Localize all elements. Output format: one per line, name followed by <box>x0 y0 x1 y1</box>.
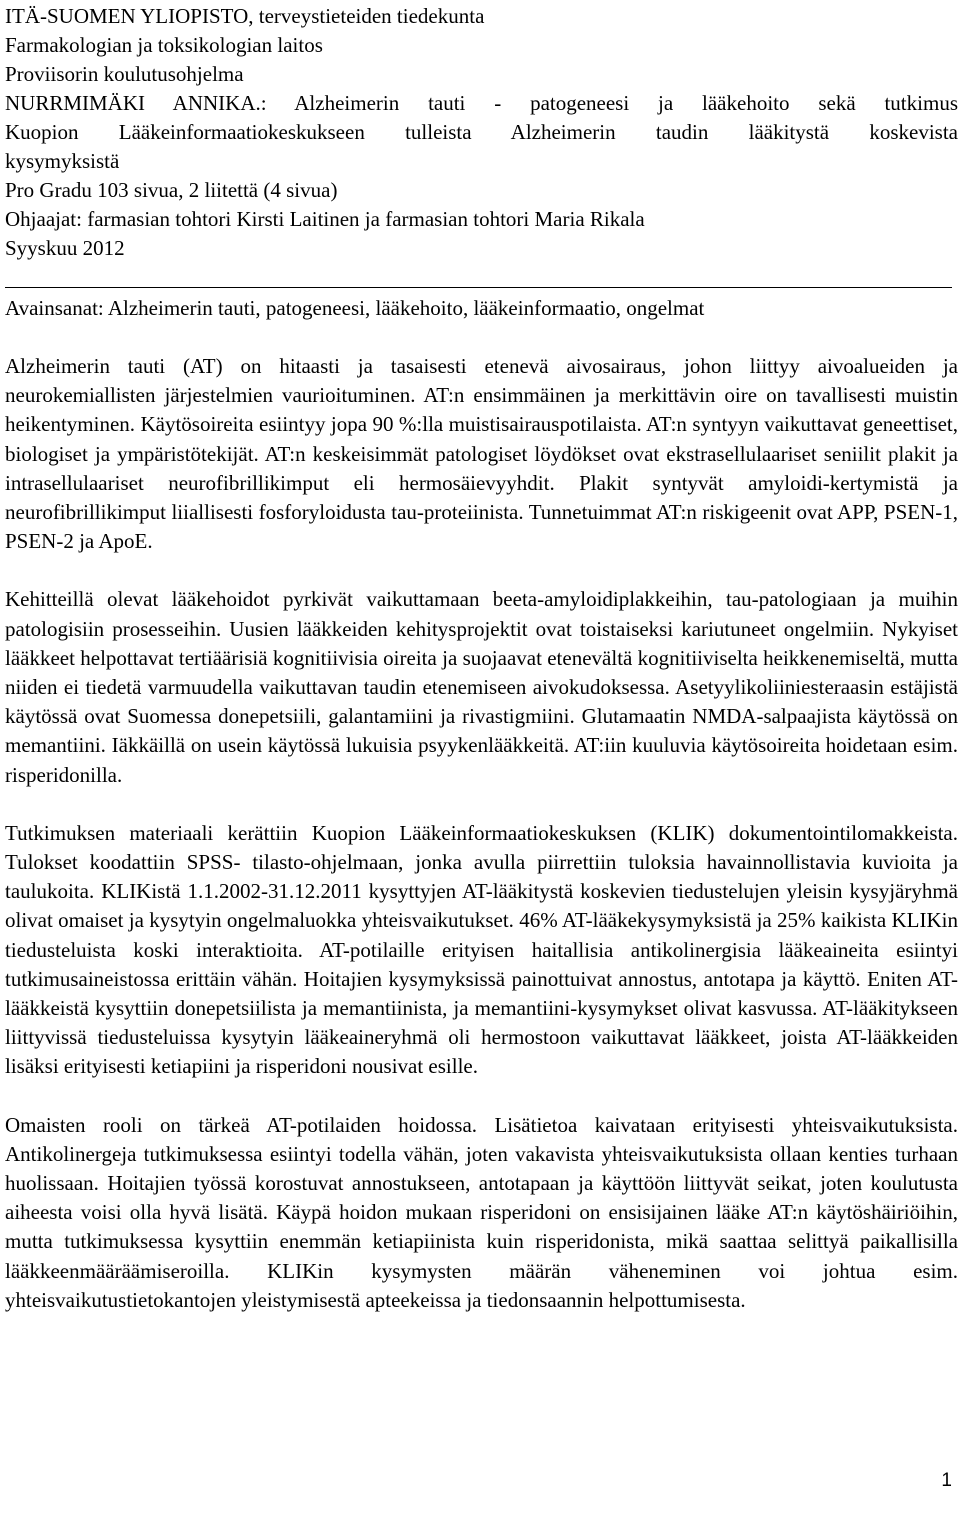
abstract-paragraph-2: Kehitteillä olevat lääkehoidot pyrkivät vaikuttamaan beeta-amyloidiplakkeihin, tau-patologiaan ja muihin patologisiin prosesseihin. Uusien lääkkeiden kehitysprojektit ovat toistaiseksi kariutuneet ongelmiin. Nykyiset lääkkeet helpottavat tertiäärisiä kognitiivisia oireita ja suojaavat etenevältä kognitiiviselta heikkenemiseltä, mutta niiden ei tiedetä varmuudella vaikuttavan taudin etenemiseen aivokudoksessa. Asetyylikoliiniesteraasin estäjistä käytössä ovat Suomessa donepetsiili, galantamiini ja rivastigmiini. Glutamaatin NMDA-salpaajista käytössä on memantiini. Iäkkäillä on usein käytössä lukuisia psyykenlääkkeitä. AT:iin kuuluvia käytösoireita hoidetaan esim. risperidonilla. <box>5 587 958 787</box>
title-line-3: kysymyksistä <box>5 149 120 173</box>
university-line: ITÄ-SUOMEN YLIOPISTO, terveystieteiden tiedekunta <box>5 4 485 28</box>
title-line-1: NURRMIMÄKI ANNIKA.: Alzheimerin tauti - patogeneesi ja lääkehoito sekä tutkimus <box>5 91 958 115</box>
thesis-info: Pro Gradu 103 sivua, 2 liitettä (4 sivua) <box>5 178 338 202</box>
department-line: Farmakologian ja toksikologian laitos <box>5 33 323 57</box>
abstract-paragraph-4: Omaisten rooli on tärkeä AT-potilaiden hoidossa. Lisätietoa kaivataan erityisesti yhteisvaikutuksista. Antikolinergeja tutkimuksessa esiintyi todella vähän, joten vakavista yhteisvaikutuksista ollaan kenties turhaan huolissaan. Hoitajien työssä korostuvat annostukseen, antotapaan ja käyttöön liittyvät seikat, joten koulutusta aiheesta voisi olla hyvä lisätä. Käypä hoidon mukaan risperidoni on ensisijainen lääke AT:n käytöshäiriöihin, mutta tutkimuksessa kysyttiin enemmän ketiapiinista kuin risperidonista, mikä saattaa selittyä paikallisilla lääkkeenmääräämiseroilla. KLIKin kysymysten määrän väheneminen voi johtua esim. yhteisvaikutustietokantojen yleistymisestä apteekeissa ja tiedonsaannin helpottumisesta. <box>5 1112 958 1312</box>
date-line: Syyskuu 2012 <box>5 236 125 260</box>
abstract-paragraph-1: Alzheimerin tauti (AT) on hitaasti ja tasaisesti etenevä aivosairaus, johon liittyy aivoalueiden ja neurokemiallisten järjestelmien vaurioituminen. AT:n ensimmäinen ja merkittävin oire on tavallisesti muistin heikentyminen. Käytösoireita esiintyy jopa 90 %:lla muistisairauspotilaista. AT:n syntyyn vaikuttavat geneettiset, biologiset ja ympäristötekijät. AT:n keskeisimmät patologiset löydökset ovat ekstrasellulaariset seniilit plakit ja intrasellulaariset neurofibrillikimput eli hermosäievyyhdit. Plakit syntyvät amyloidi-kertymistä ja neurofibrillikimput liiallisesti fosforyloidusta tau-proteiinista. Tunnetuimmat AT:n riskigeenit ovat APP, PSEN-1, PSEN-2 ja ApoE. <box>5 354 958 554</box>
thesis-header <box>5 0 958 263</box>
title-line-2: Kuopion Lääkeinformaatiokeskukseen tulleista Alzheimerin taudin lääkitystä koskevista <box>5 120 958 144</box>
programme-line: Proviisorin koulutusohjelma <box>5 62 244 86</box>
page-number: 1 <box>941 1470 952 1491</box>
abstract-paragraph-3: Tutkimuksen materiaali kerättiin Kuopion Lääkeinformaatiokeskuksen (KLIK) dokumentointilomakkeista. Tulokset koodattiin SPSS- tilasto-ohjelmaan, jonka avulla piirrettiin tuloksia havainnollistavia kuvioita ja taulukoita. KLIKistä 1.1.2002-31.12.2011 kysyttyjen AT-lääkitystä koskevien tiedustelujen yleisin kysyjäryhmä olivat omaiset ja kysytyin ongelmaluokka yhteisvaikutukset. 46% AT-lääkekysymyksistä ja 25% kaikista KLIKin tiedusteluista koski interaktioita. AT-potilaille erityisen haitallisia antikolinergisia lääkeaineita esiintyi tutkimusaineistossa erittäin vähän. Hoitajien kysymyksissä painottuivat annostus, antotapa ja käyttö. Eniten AT-lääkkeistä kysyttiin donepetsiilista ja memantiinista, ja memantiini-kysymykset olivat kasvussa. AT-lääkitykseen liittyvissä tiedusteluissa kysytyin lääkeaineryhmä oli hermostoon vaikuttavat lääkkeet, joista AT-lääkkeiden lisäksi erityisesti ketiapiini ja risperidoni nousivat esille. <box>5 820 958 1079</box>
supervisors: Ohjaajat: farmasian tohtori Kirsti Laitinen ja farmasian tohtori Maria Rikala <box>5 207 645 231</box>
header-divider <box>5 287 952 288</box>
keywords-line: Avainsanat: Alzheimerin tauti, patogeneesi, lääkehoito, lääkeinformaatio, ongelmat <box>5 296 705 320</box>
document-page <box>5 0 958 1315</box>
